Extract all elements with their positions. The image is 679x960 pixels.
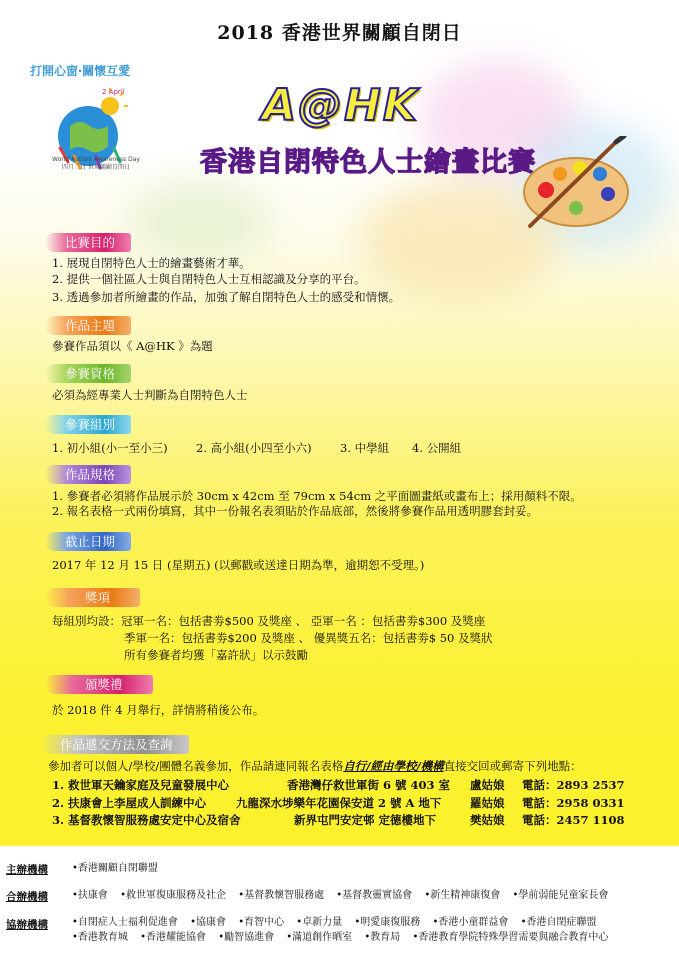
group-item: 1. 初小組(小一至小三) <box>52 441 168 455</box>
centre-contact: 盧姑娘 <box>470 778 505 792</box>
supporting-organiser: •滿道創作晒室 <box>286 932 353 943</box>
spec-item: 1. 參賽者必須將作品展示於 30cm x 42cm 至 79cm x 54cm 之平面圖畫紙或畫布上；採用顏料不限。 <box>52 489 582 503</box>
submission-intro-a: 參加者可以個人/學校/團體名義參加，作品請連同報名表格 <box>48 759 344 773</box>
paint-splash-green <box>130 180 270 260</box>
section-heading-ceremony: 頒獎禮 <box>45 675 153 694</box>
section-heading-submission: 作品遞交方法及查詢 <box>40 735 189 754</box>
supporting-organiser: •協康會 <box>190 917 226 928</box>
submission-intro-b: 直接交回或郵寄下列地點： <box>443 759 582 773</box>
co-organiser: •扶康會 <box>72 890 108 901</box>
group-item: 3. 中學組 <box>340 441 390 455</box>
host-label: 主辦機構 <box>6 864 48 876</box>
logo-caption-zh: 四月二日 世界關顧自閉日 <box>62 164 130 171</box>
host-list <box>72 862 167 876</box>
submission-intro-emphasis: 自行/經由學校/機構 <box>343 759 444 773</box>
supporting-organiser: •自閉症人士福利促進會 <box>72 917 178 928</box>
prize-line: 每組別均設：冠軍一名：包括書劵$500 及獎座 、 亞軍一名 ：包括書劵$300 及獎座 <box>52 614 486 628</box>
event-name: A@HK <box>262 80 419 131</box>
deadline-text: 2017 年 12 月 15 日 (星期五) (以郵戳或送達日期為準，逾期恕不受理。) <box>52 558 425 572</box>
supporting-organiser: •卓新力量 <box>296 917 343 928</box>
centre-phone: 電話：2457 1108 <box>522 813 625 827</box>
supporting-organiser: •育智中心 <box>238 917 285 928</box>
slogan: 打開心窗‧關懷互愛 <box>30 64 131 78</box>
supporting-organiser: •明愛康復服務 <box>354 917 421 928</box>
centre-address: 九龍深水埗樂年花園保安道 2 號 A 地下 <box>236 796 442 810</box>
co-organiser: •基督教靈實協會 <box>336 890 413 901</box>
theme-text: 參賽作品須以《 A@HK 》為題 <box>52 339 213 353</box>
centre-name: 1. 救世軍天鑰家庭及兒童發展中心 <box>52 778 230 792</box>
ceremony-text: 於 2018 件 4 月舉行，詳情將稍後公布。 <box>52 703 265 717</box>
centre-name: 3. 基督教懷智服務處安定中心及宿舍 <box>52 813 241 827</box>
co-organiser-label: 合辦機構 <box>6 891 48 903</box>
supporting-organiser: •香港自閉症聯盟 <box>520 917 597 928</box>
supporting-organiser-list-row1 <box>72 916 605 930</box>
host-org: •香港關顧自閉聯盟 <box>72 863 158 874</box>
eligibility-text: 必須為經專業人士判斷為自閉特色人士 <box>52 388 248 402</box>
section-heading-specs: 作品規格 <box>45 465 131 484</box>
centre-contact: 樊姑娘 <box>470 813 505 827</box>
centre-address: 香港灣仔救世軍街 6 號 403 室 <box>287 778 451 792</box>
logo-caption-en: World Autism Awareness Day <box>52 156 140 163</box>
supporting-organiser: •香港小童群益會 <box>432 917 509 928</box>
section-heading-prizes: 獎項 <box>45 588 140 607</box>
group-item: 2. 高小組(小四至小六) <box>196 441 312 455</box>
co-organiser: •基督教懷智服務處 <box>238 890 325 901</box>
prize-line: 所有參賽者均獲「嘉許狀」以示鼓勵 <box>124 648 308 662</box>
paint-palette-icon <box>520 136 630 232</box>
group-item: 4. 公開組 <box>412 441 462 455</box>
section-heading-deadline: 截止日期 <box>45 532 131 551</box>
co-organiser-list <box>72 889 617 903</box>
co-organiser: •學前弱能兒童家長會 <box>512 890 609 901</box>
centre-phone: 電話：2958 0331 <box>522 796 625 810</box>
section-heading-objectives: 比賽目的 <box>45 233 131 252</box>
section-heading-groups: 參賽組別 <box>45 415 131 434</box>
objective-item: 1. 展現自閉特色人士的繪畫藝術才華。 <box>52 256 251 270</box>
centre-contact: 羅姑娘 <box>470 796 505 810</box>
section-heading-theme: 作品主題 <box>45 316 131 335</box>
objective-item: 3. 透過參加者所繪畫的作品，加強了解自閉特色人士的感受和情懷。 <box>52 290 401 304</box>
logo-caption <box>40 156 152 172</box>
objective-item: 2. 提供一個社區人士與自閉特色人士互相認識及分享的平台。 <box>52 272 366 286</box>
supporting-organiser: •教育局 <box>364 932 401 943</box>
supporting-organiser: •勵智協進會 <box>218 932 275 943</box>
centre-name: 2. 扶康會上李屋成人訓練中心 <box>52 796 207 810</box>
prize-line: 季軍一名：包括書劵$200 及獎座 、 優異獎五名：包括書劵$ 50 及獎狀 <box>124 631 493 645</box>
supporting-organiser: •香港教育城 <box>72 932 128 943</box>
submission-intro <box>48 758 582 774</box>
co-organiser: •新生精神康復會 <box>424 890 501 901</box>
contest-title: 香港自閉特色人士繪畫比賽 <box>200 147 536 178</box>
supporting-organiser: •香港教育學院特殊學習需要與融合教育中心 <box>412 932 609 943</box>
logo-date: 2 April <box>102 88 125 96</box>
supporting-organiser: •香港耀能協會 <box>140 932 206 943</box>
poster-top-title: 2018 香港世界關顧自閉日 <box>217 22 462 44</box>
centre-phone: 電話：2893 2537 <box>522 778 625 792</box>
supporting-organiser-label: 協辦機構 <box>6 919 48 931</box>
centre-address: 新界屯門安定邨 定德樓地下 <box>294 813 437 827</box>
section-heading-eligibility: 參賽資格 <box>45 364 131 383</box>
co-organiser: •救世軍復康服務及社企 <box>120 890 226 901</box>
spec-item: 2. 報名表格一式兩份填寫，其中一份報名表須貼於作品底部，然後將參賽作品用透明膠套封妥。 <box>52 504 539 518</box>
supporting-organiser-list-row2 <box>72 931 617 945</box>
